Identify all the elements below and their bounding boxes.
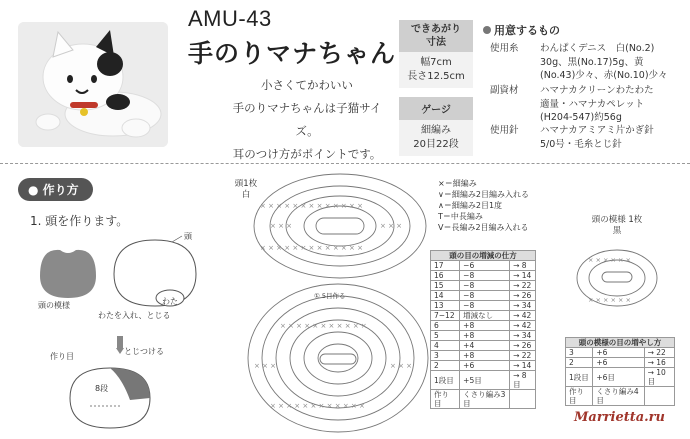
table-cell: +8 bbox=[460, 321, 510, 331]
table-cell: 増減なし bbox=[460, 311, 510, 321]
table-cell: 3 bbox=[431, 351, 460, 361]
table-cell: → 22 bbox=[510, 351, 536, 361]
table-cell: 6 bbox=[431, 321, 460, 331]
table-row bbox=[431, 321, 536, 331]
table-cell: 15 bbox=[431, 281, 460, 291]
pattern-chart-label-line: 頭の模様 1枚 bbox=[591, 215, 643, 225]
head-chart-label-color: 白 bbox=[241, 190, 251, 200]
table-cell: 5 bbox=[431, 331, 460, 341]
bullet-icon bbox=[483, 26, 491, 34]
intro-line: 手のりマナちゃんは子猫サイズ。 bbox=[232, 101, 382, 138]
gauge-values bbox=[399, 120, 473, 156]
product-code: AMU-43 bbox=[188, 6, 272, 31]
stitch-legend bbox=[438, 178, 529, 233]
table-row bbox=[431, 271, 536, 281]
table-row bbox=[566, 348, 675, 358]
table-row bbox=[431, 341, 536, 351]
materials-line: 適量・ハマナカペレット bbox=[540, 98, 645, 110]
table-cell: 7−12 bbox=[431, 311, 460, 321]
table-cell: −8 bbox=[460, 301, 510, 311]
table-cell: 1段目 bbox=[566, 368, 593, 387]
table-row bbox=[566, 368, 675, 387]
section-divider bbox=[0, 163, 690, 164]
table-cell bbox=[644, 387, 674, 406]
table-row bbox=[431, 351, 536, 361]
materials-line: ハマナカクリーンわたわた bbox=[540, 85, 654, 96]
materials-title bbox=[483, 22, 560, 38]
table-cell: +8 bbox=[460, 351, 510, 361]
materials-line: わんぱくデニス 白(No.2) bbox=[540, 43, 655, 54]
materials-label: 使用糸 bbox=[490, 43, 519, 54]
table-cell bbox=[510, 390, 536, 409]
table-cell: −8 bbox=[460, 271, 510, 281]
size-width: 幅7cm bbox=[420, 57, 452, 68]
table-cell: → 42 bbox=[510, 321, 536, 331]
label-pattern: 頭の模様 bbox=[38, 301, 70, 310]
table-cell: → 16 bbox=[644, 358, 674, 368]
svg-text:× × ×: × × × bbox=[254, 362, 277, 370]
table-row bbox=[431, 361, 536, 371]
table-cell: +5目 bbox=[460, 371, 510, 390]
materials-value bbox=[540, 42, 690, 83]
svg-text:× × × × × × × × × × ×: × × × × × × × × × × × bbox=[280, 322, 367, 330]
table-cell: 1段目 bbox=[431, 371, 460, 390]
label-stuff: わたを入れ、とじる bbox=[98, 311, 171, 320]
materials-row-yarn bbox=[490, 42, 690, 84]
kitten-photo bbox=[18, 22, 168, 147]
materials-value bbox=[540, 84, 690, 125]
table-row bbox=[431, 311, 536, 321]
pattern-chart-label-color: 黒 bbox=[612, 226, 622, 236]
head-increase-table bbox=[430, 250, 536, 409]
chart-start-marker: ① 5目作る bbox=[314, 292, 346, 300]
svg-text:× × × × × × × × × × × × ×: × × × × × × × × × × × × × bbox=[260, 202, 363, 210]
table-cell: 2 bbox=[431, 361, 460, 371]
table-cell: 16 bbox=[431, 271, 460, 281]
legend-item: ∧＝細編み2目1度 bbox=[438, 201, 503, 210]
table-cell: 2 bbox=[566, 358, 593, 368]
materials-title-text: 用意するもの bbox=[494, 24, 560, 37]
pattern-stitch-chart bbox=[572, 240, 667, 315]
table-cell: → 22 bbox=[510, 281, 536, 291]
table-cell: くさり編み4目 bbox=[593, 387, 644, 406]
svg-text:× × ×: × × × bbox=[390, 362, 413, 370]
heading-line: できあがり bbox=[411, 24, 461, 35]
table-row bbox=[431, 261, 536, 271]
table-caption: 頭の目の増減の仕方 bbox=[431, 251, 536, 261]
table-cell: −8 bbox=[460, 281, 510, 291]
gauge-heading: ゲージ bbox=[399, 97, 473, 120]
materials-row-hooks bbox=[490, 124, 690, 152]
materials-line: 30g、黒(No.17)5g、黄 bbox=[540, 56, 644, 68]
gauge-box bbox=[399, 97, 473, 156]
table-cell: 14 bbox=[431, 291, 460, 301]
label-close: とじつける bbox=[124, 347, 164, 356]
label-head: 頭 bbox=[184, 232, 192, 241]
table-cell: くさり編み3目 bbox=[460, 390, 510, 409]
pattern-chart-label bbox=[585, 215, 649, 237]
step-title: 1. 頭を作ります。 bbox=[30, 214, 129, 228]
section-heading: ● 作り方 bbox=[18, 178, 93, 201]
table-cell: −8 bbox=[460, 291, 510, 301]
head-chart-label-line: 頭1枚 bbox=[234, 179, 258, 189]
finished-size-box bbox=[399, 20, 473, 88]
table-cell: 作り目 bbox=[431, 390, 460, 409]
table-row bbox=[431, 331, 536, 341]
table-row bbox=[431, 371, 536, 390]
table-cell: → 8目 bbox=[510, 371, 536, 390]
intro-line: 耳のつけ方がポイントです。 bbox=[232, 147, 382, 161]
label-rows: 8段 bbox=[95, 384, 109, 393]
pattern-shape bbox=[40, 250, 96, 298]
table-cell: → 14 bbox=[510, 361, 536, 371]
label-start: 作り目 bbox=[50, 352, 74, 361]
gauge-count: 20目22段 bbox=[413, 139, 459, 150]
table-cell: → 26 bbox=[510, 291, 536, 301]
table-row bbox=[431, 291, 536, 301]
table-row bbox=[431, 390, 536, 409]
intro-text bbox=[222, 74, 392, 166]
page-title: 手のりマナちゃん bbox=[188, 39, 397, 68]
table-row bbox=[566, 387, 675, 406]
table-cell: → 22 bbox=[644, 348, 674, 358]
materials-line: (No.43)少々、赤(No.10)少々 bbox=[540, 70, 668, 81]
table-cell: 3 bbox=[566, 348, 593, 358]
heading-line: 寸法 bbox=[426, 37, 446, 48]
legend-item: T＝中長編み bbox=[438, 212, 483, 221]
table-cell: −6 bbox=[460, 261, 510, 271]
svg-text:× × × × × × × × × × × ×: × × × × × × × × × × × × bbox=[270, 402, 365, 410]
table-row bbox=[431, 281, 536, 291]
pattern-increase-table bbox=[565, 337, 675, 406]
table-cell: → 10目 bbox=[644, 368, 674, 387]
table-cell: +8 bbox=[460, 331, 510, 341]
label-wata: わた bbox=[162, 297, 178, 306]
table-cell: → 34 bbox=[510, 301, 536, 311]
legend-item: ×＝細編み bbox=[438, 179, 477, 188]
table-cell: +6 bbox=[593, 358, 644, 368]
table-cell: → 8 bbox=[510, 261, 536, 271]
head-stitch-chart bbox=[240, 168, 430, 436]
table-cell: +6目 bbox=[593, 368, 644, 387]
materials-label: 副資材 bbox=[490, 85, 519, 96]
materials-row-supplies bbox=[490, 84, 690, 126]
materials-value bbox=[540, 124, 690, 151]
gauge-stitch: 細編み bbox=[421, 125, 451, 136]
table-cell: 13 bbox=[431, 301, 460, 311]
instruction-illustrations bbox=[30, 228, 230, 438]
table-cell: → 34 bbox=[510, 331, 536, 341]
svg-text:× × × × × ×: × × × × × × bbox=[588, 296, 632, 304]
table-cell: +6 bbox=[460, 361, 510, 371]
finished-size-values bbox=[399, 52, 473, 88]
table-cell: 作り目 bbox=[566, 387, 593, 406]
arrow-down-icon bbox=[116, 348, 124, 354]
table-cell: 4 bbox=[431, 341, 460, 351]
section-heading-text: 作り方 bbox=[42, 183, 79, 197]
finished-size-heading bbox=[399, 20, 473, 52]
table-cell: → 42 bbox=[510, 311, 536, 321]
table-cell: +4 bbox=[460, 341, 510, 351]
svg-text:× × ×: × × × bbox=[270, 222, 293, 230]
legend-item: ∨＝細編み2目編み入れる bbox=[438, 190, 529, 199]
table-cell: → 14 bbox=[510, 271, 536, 281]
materials-line: 5/0号・毛糸とじ針 bbox=[540, 138, 622, 150]
legend-item: V＝長編み2目編み入れる bbox=[438, 223, 529, 232]
table-cell: +6 bbox=[593, 348, 644, 358]
materials-line: ハマナカアミアミ片かぎ針 bbox=[540, 125, 654, 136]
table-row bbox=[566, 358, 675, 368]
materials-label: 使用針 bbox=[490, 125, 519, 136]
svg-text:× × × × × × × × × × × × ×: × × × × × × × × × × × × × bbox=[260, 244, 363, 252]
table-caption: 頭の模様の目の増やし方 bbox=[566, 338, 675, 348]
table-row bbox=[431, 301, 536, 311]
materials-line: (H204-547)約56g bbox=[540, 112, 622, 123]
intro-line: 小さくてかわいい bbox=[261, 78, 353, 92]
table-cell: → 26 bbox=[510, 341, 536, 351]
svg-text:× × × × × ×: × × × × × × bbox=[588, 256, 632, 264]
table-cell: 17 bbox=[431, 261, 460, 271]
size-length: 長さ12.5cm bbox=[407, 71, 465, 82]
watermark: Marrietta.ru bbox=[574, 410, 665, 425]
svg-text:× × ×: × × × bbox=[380, 222, 403, 230]
